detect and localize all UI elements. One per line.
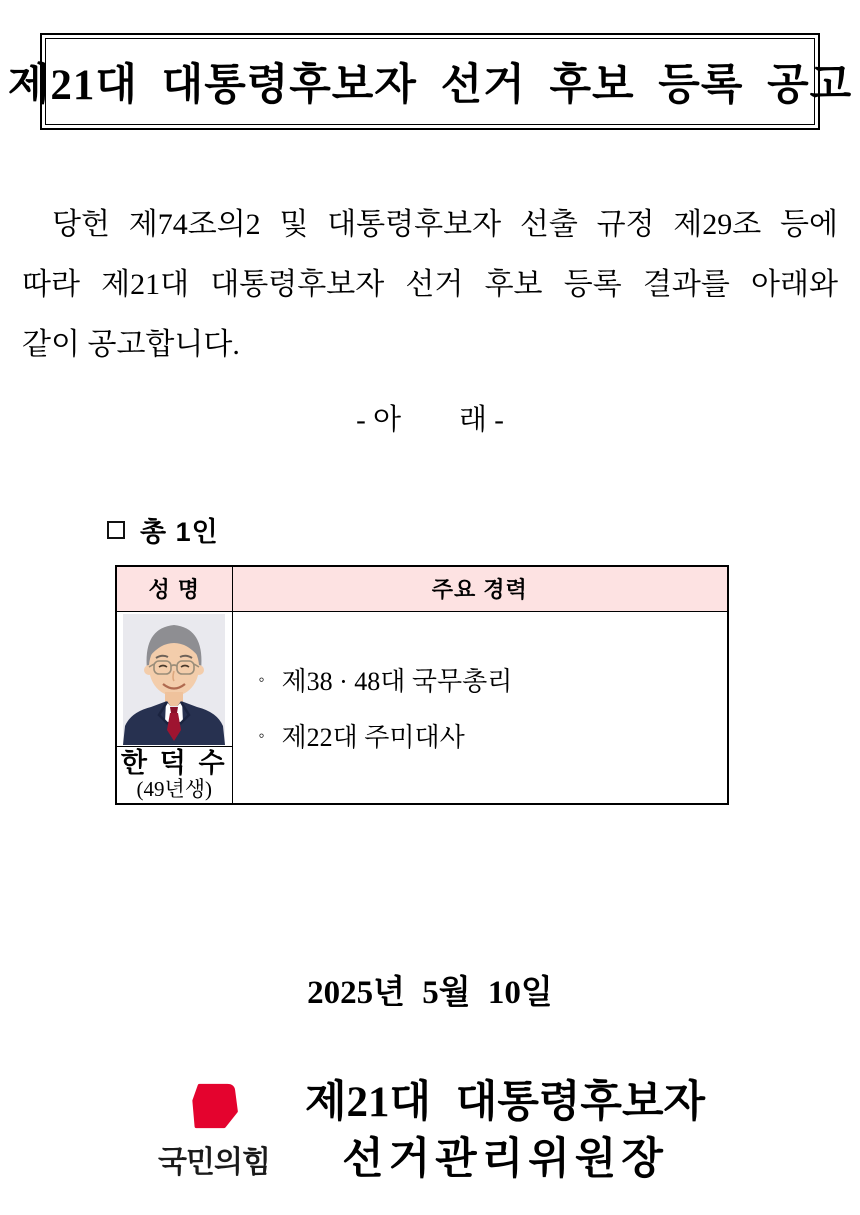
col-header-name: 성 명 xyxy=(116,566,232,611)
paragraph-line: 따라 제21대 대통령후보자 선거 후보 등록 결과를 아래와 xyxy=(22,268,838,301)
title-box xyxy=(7,33,853,130)
party-logo xyxy=(158,1082,270,1181)
signer-line: 선거관리위원장 xyxy=(342,1136,668,1183)
candidate-table xyxy=(115,565,729,805)
announcement-date: 2025년 5월 10일 xyxy=(307,975,553,1011)
paragraph-line: 당헌 제74조의2 및 대통령후보자 선출 규정 제29조 등에 xyxy=(52,208,838,241)
col-header-career: 주요 경력 xyxy=(232,566,728,611)
signer-line: 제21대 대통령후보자 xyxy=(304,1079,706,1126)
career-item xyxy=(259,717,728,754)
announcement-paragraph xyxy=(22,195,838,375)
candidate-career-cell xyxy=(232,611,728,804)
table-header-row xyxy=(116,566,728,611)
party-symbol-icon xyxy=(189,1082,239,1130)
document-title: 제21대 대통령후보자 선거 후보 등록 공고 xyxy=(7,62,853,109)
signer-block xyxy=(295,1074,715,1188)
title-box-inner-border xyxy=(7,38,853,125)
square-bullet-icon xyxy=(107,521,125,539)
candidate-portrait-photo xyxy=(123,614,225,745)
circle-bullet-icon: ◦ xyxy=(258,669,265,689)
candidate-photo-cell xyxy=(116,611,232,746)
candidate-birth-year: (49년생) xyxy=(136,777,213,802)
paragraph-line: 같이 공고합니다. xyxy=(22,328,240,361)
total-count-label: 총 1인 xyxy=(140,517,219,547)
circle-bullet-icon: ◦ xyxy=(258,725,265,745)
career-text: 제38 · 48대 국무총리 xyxy=(281,666,513,696)
career-item xyxy=(259,661,728,698)
career-text: 제22대 주미대사 xyxy=(281,722,465,752)
candidate-name: 한 덕 수 xyxy=(120,747,228,778)
party-name-label: 국민의힘 xyxy=(158,1146,270,1179)
candidate-name-cell xyxy=(116,746,232,804)
below-marker: - 아 래 - xyxy=(356,404,504,436)
table-row xyxy=(116,611,728,746)
total-count-heading xyxy=(107,510,219,549)
